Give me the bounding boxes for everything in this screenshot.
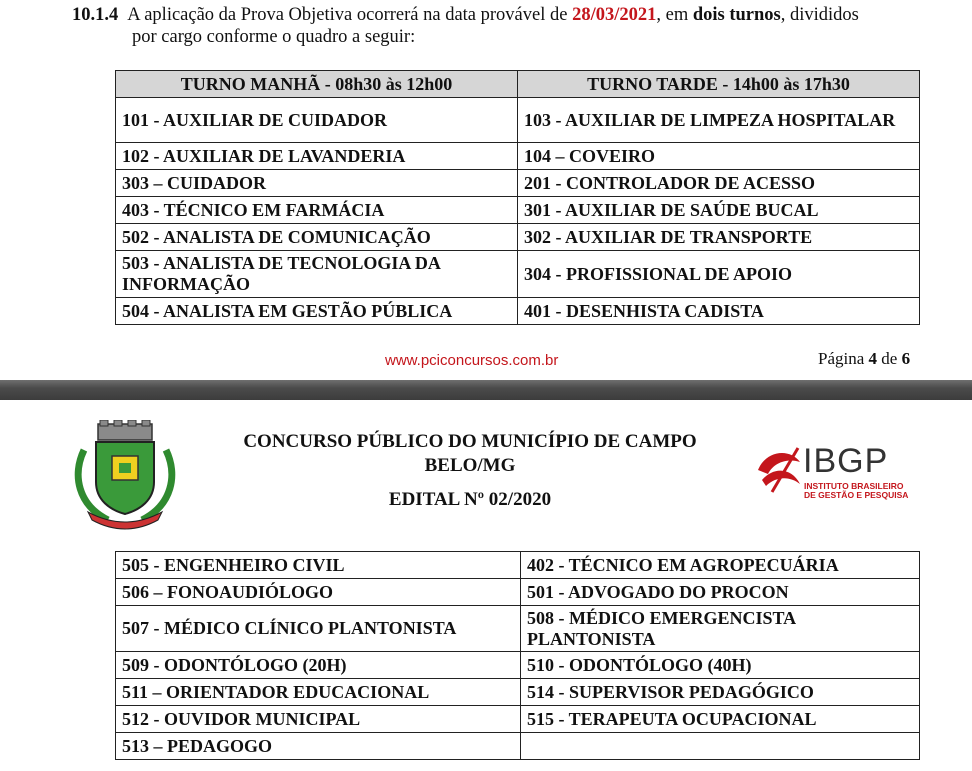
table-cell: [521, 733, 920, 760]
table-cell: 103 - AUXILIAR DE LIMPEZA HOSPITALAR: [518, 98, 920, 143]
table-cell: 506 – FONOAUDIÓLOGO: [116, 579, 521, 606]
table-cell: 509 - ODONTÓLOGO (20H): [116, 652, 521, 679]
table-cell: 513 – PEDAGOGO: [116, 733, 521, 760]
table-row: [116, 652, 920, 679]
table-row: [116, 98, 920, 143]
ibgp-wordmark: IBGP: [803, 442, 889, 480]
table-row: [116, 606, 920, 652]
table-row: [116, 706, 920, 733]
shift-table: [115, 70, 920, 325]
header-afternoon: TURNO TARDE - 14h00 às 17h30: [518, 71, 920, 98]
table-cell: 502 - ANALISTA DE COMUNICAÇÃO: [116, 224, 518, 251]
page-label: Página: [818, 349, 865, 368]
table-row: [116, 251, 920, 298]
header-morning: TURNO MANHÃ - 08h30 às 12h00: [116, 71, 518, 98]
table-cell: 403 - TÉCNICO EM FARMÁCIA: [116, 197, 518, 224]
table-cell: 504 - ANALISTA EM GESTÃO PÚBLICA: [116, 298, 518, 325]
paragraph-10-1-4: [72, 4, 942, 48]
table-cell: 302 - AUXILIAR DE TRANSPORTE: [518, 224, 920, 251]
table-cell: 402 - TÉCNICO EM AGROPECUÁRIA: [521, 552, 920, 579]
table-cell: 101 - AUXILIAR DE CUIDADOR: [116, 98, 518, 143]
table-row: [116, 579, 920, 606]
table-cell: 514 - SUPERVISOR PEDAGÓGICO: [521, 679, 920, 706]
table-cell: 501 - ADVOGADO DO PROCON: [521, 579, 920, 606]
table-cell: 401 - DESENHISTA CADISTA: [518, 298, 920, 325]
table-cell: 301 - AUXILIAR DE SAÚDE BUCAL: [518, 197, 920, 224]
table-cell: 505 - ENGENHEIRO CIVIL: [116, 552, 521, 579]
page-bottom: [0, 400, 972, 771]
table-row: [116, 197, 920, 224]
item-number: 10.1.4: [72, 5, 119, 25]
table-cell: 102 - AUXILIAR DE LAVANDERIA: [116, 143, 518, 170]
table-row: [116, 298, 920, 325]
header-title-line1: CONCURSO PÚBLICO DO MUNICÍPIO DE CAMPO: [243, 431, 697, 452]
table-cell: 512 - OUVIDOR MUNICIPAL: [116, 706, 521, 733]
header-title-line2: BELO/MG: [424, 455, 516, 476]
table-cell: 304 - PROFISSIONAL DE APOIO: [518, 251, 920, 298]
paragraph-text-before: A aplicação da Prova Objetiva ocorrerá na data provável de: [127, 5, 568, 25]
table-row: [116, 733, 920, 760]
table-cell: 510 - ODONTÓLOGO (40H): [521, 652, 920, 679]
table-cell: 515 - TERAPEUTA OCUPACIONAL: [521, 706, 920, 733]
pciconcursos-link[interactable]: www.pciconcursos.com.br: [385, 352, 559, 369]
ibgp-subtitle-line2: DE GESTÃO E PESQUISA: [804, 490, 909, 500]
table-cell: 503 - ANALISTA DE TECNOLOGIA DA INFORMAÇÃO: [116, 251, 518, 298]
page-top: [0, 0, 972, 380]
paragraph-line-2: por cargo conforme o quadro a seguir:: [132, 27, 416, 47]
table-cell: 104 – COVEIRO: [518, 143, 920, 170]
exam-date: 28/03/2021: [572, 5, 657, 25]
ibgp-subtitle-line1: INSTITUTO BRASILEIRO: [804, 481, 904, 491]
table-cell: 507 - MÉDICO CLÍNICO PLANTONISTA: [116, 606, 521, 652]
page-number: [818, 349, 910, 369]
table-cell: 201 - CONTROLADOR DE ACESSO: [518, 170, 920, 197]
page-total: 6: [901, 349, 911, 368]
municipal-crest-icon: [70, 420, 180, 530]
shift-table-continued: [115, 551, 920, 760]
document-header: [200, 430, 740, 512]
shifts-text: dois turnos: [692, 5, 781, 25]
edital-number: EDITAL Nº 02/2020: [388, 489, 552, 510]
table-row: [116, 224, 920, 251]
ibgp-subtitle: [804, 482, 908, 500]
table-row: [116, 170, 920, 197]
page-current: 4: [868, 349, 878, 368]
table-cell: 303 – CUIDADOR: [116, 170, 518, 197]
page-of: de: [881, 349, 898, 368]
table-header-row: [116, 71, 920, 98]
table-cell: 508 - MÉDICO EMERGENCISTA PLANTONISTA: [521, 606, 920, 652]
paragraph-text-after: , divididos: [780, 5, 859, 25]
page-separator: [0, 380, 972, 400]
table-row: [116, 552, 920, 579]
table-row: [116, 143, 920, 170]
table-cell: 511 – ORIENTADOR EDUCACIONAL: [116, 679, 521, 706]
table-row: [116, 679, 920, 706]
paragraph-text-mid: , em: [656, 5, 689, 25]
